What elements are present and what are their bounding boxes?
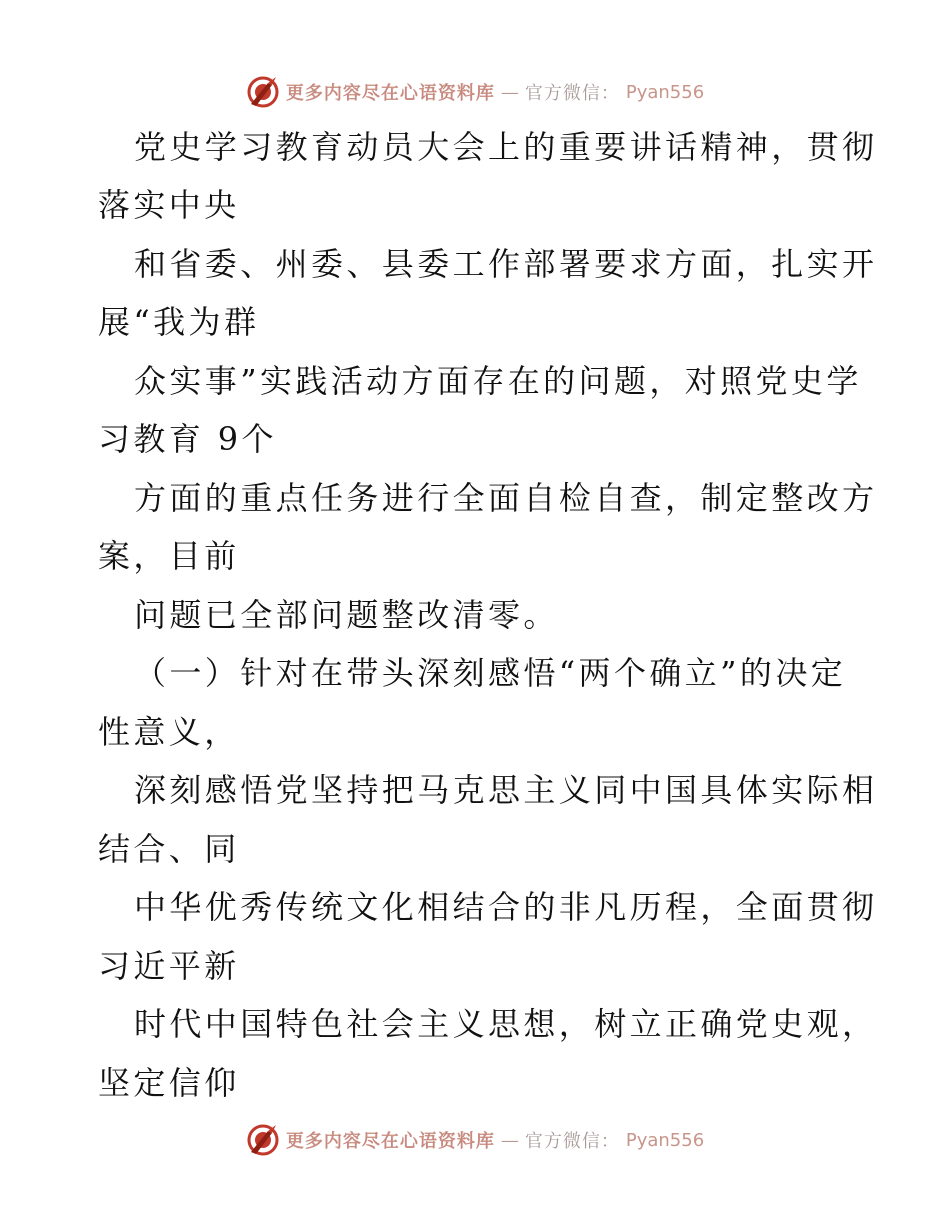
watermark-brand-text: 更多内容尽在心语资料库 [285, 1131, 495, 1152]
text-line-15: 习近平新 [98, 947, 240, 985]
watermark-brand-text: 更多内容尽在心语资料库 [285, 83, 495, 104]
text-line-16: 时代中国特色社会主义思想，树立正确党史观， [134, 1005, 878, 1043]
footer-watermark [0, 1120, 950, 1160]
text-line-6: 习教育 9个 [98, 420, 277, 458]
text-line-9: 问题已全部问题整改清零。 [134, 596, 559, 634]
watermark-separator: — [500, 1129, 519, 1151]
text-line-10: （一）针对在带头深刻感悟“两个确立”的决定 [134, 654, 847, 692]
text-line-5: 众实事”实践活动方面存在的问题，对照党史学 [134, 362, 862, 400]
watermark-wechat-label: 官方微信： [524, 83, 620, 104]
watermark-wechat-label: 官方微信： [524, 1131, 620, 1152]
text-line-17: 坚定信仰 [98, 1064, 240, 1102]
text-line-2: 落实中央 [98, 186, 240, 224]
text-line-14: 中华优秀传统文化相结合的非凡历程，全面贯彻 [134, 888, 878, 926]
text-line-1: 党史学习教育动员大会上的重要讲话精神，贯彻 [134, 128, 878, 166]
text-line-4: 展“我为群 [98, 303, 260, 341]
text-line-8: 案，目前 [98, 537, 240, 575]
watermark-wechat-id: Pyan556 [625, 81, 705, 103]
watermark-separator: — [500, 81, 519, 103]
watermark-wechat-id: Pyan556 [625, 1129, 705, 1151]
text-line-3: 和省委、州委、县委工作部署要求方面，扎实开 [134, 245, 878, 283]
text-line-11: 性意义， [98, 713, 240, 751]
quill-logo-icon [246, 75, 280, 109]
quill-logo-icon [246, 1123, 280, 1157]
header-watermark [0, 72, 950, 112]
text-line-13: 结合、同 [98, 830, 240, 868]
text-line-7: 方面的重点任务进行全面自检自查，制定整改方 [134, 479, 878, 517]
text-line-12: 深刻感悟党坚持把马克思主义同中国具体实际相 [134, 771, 878, 809]
